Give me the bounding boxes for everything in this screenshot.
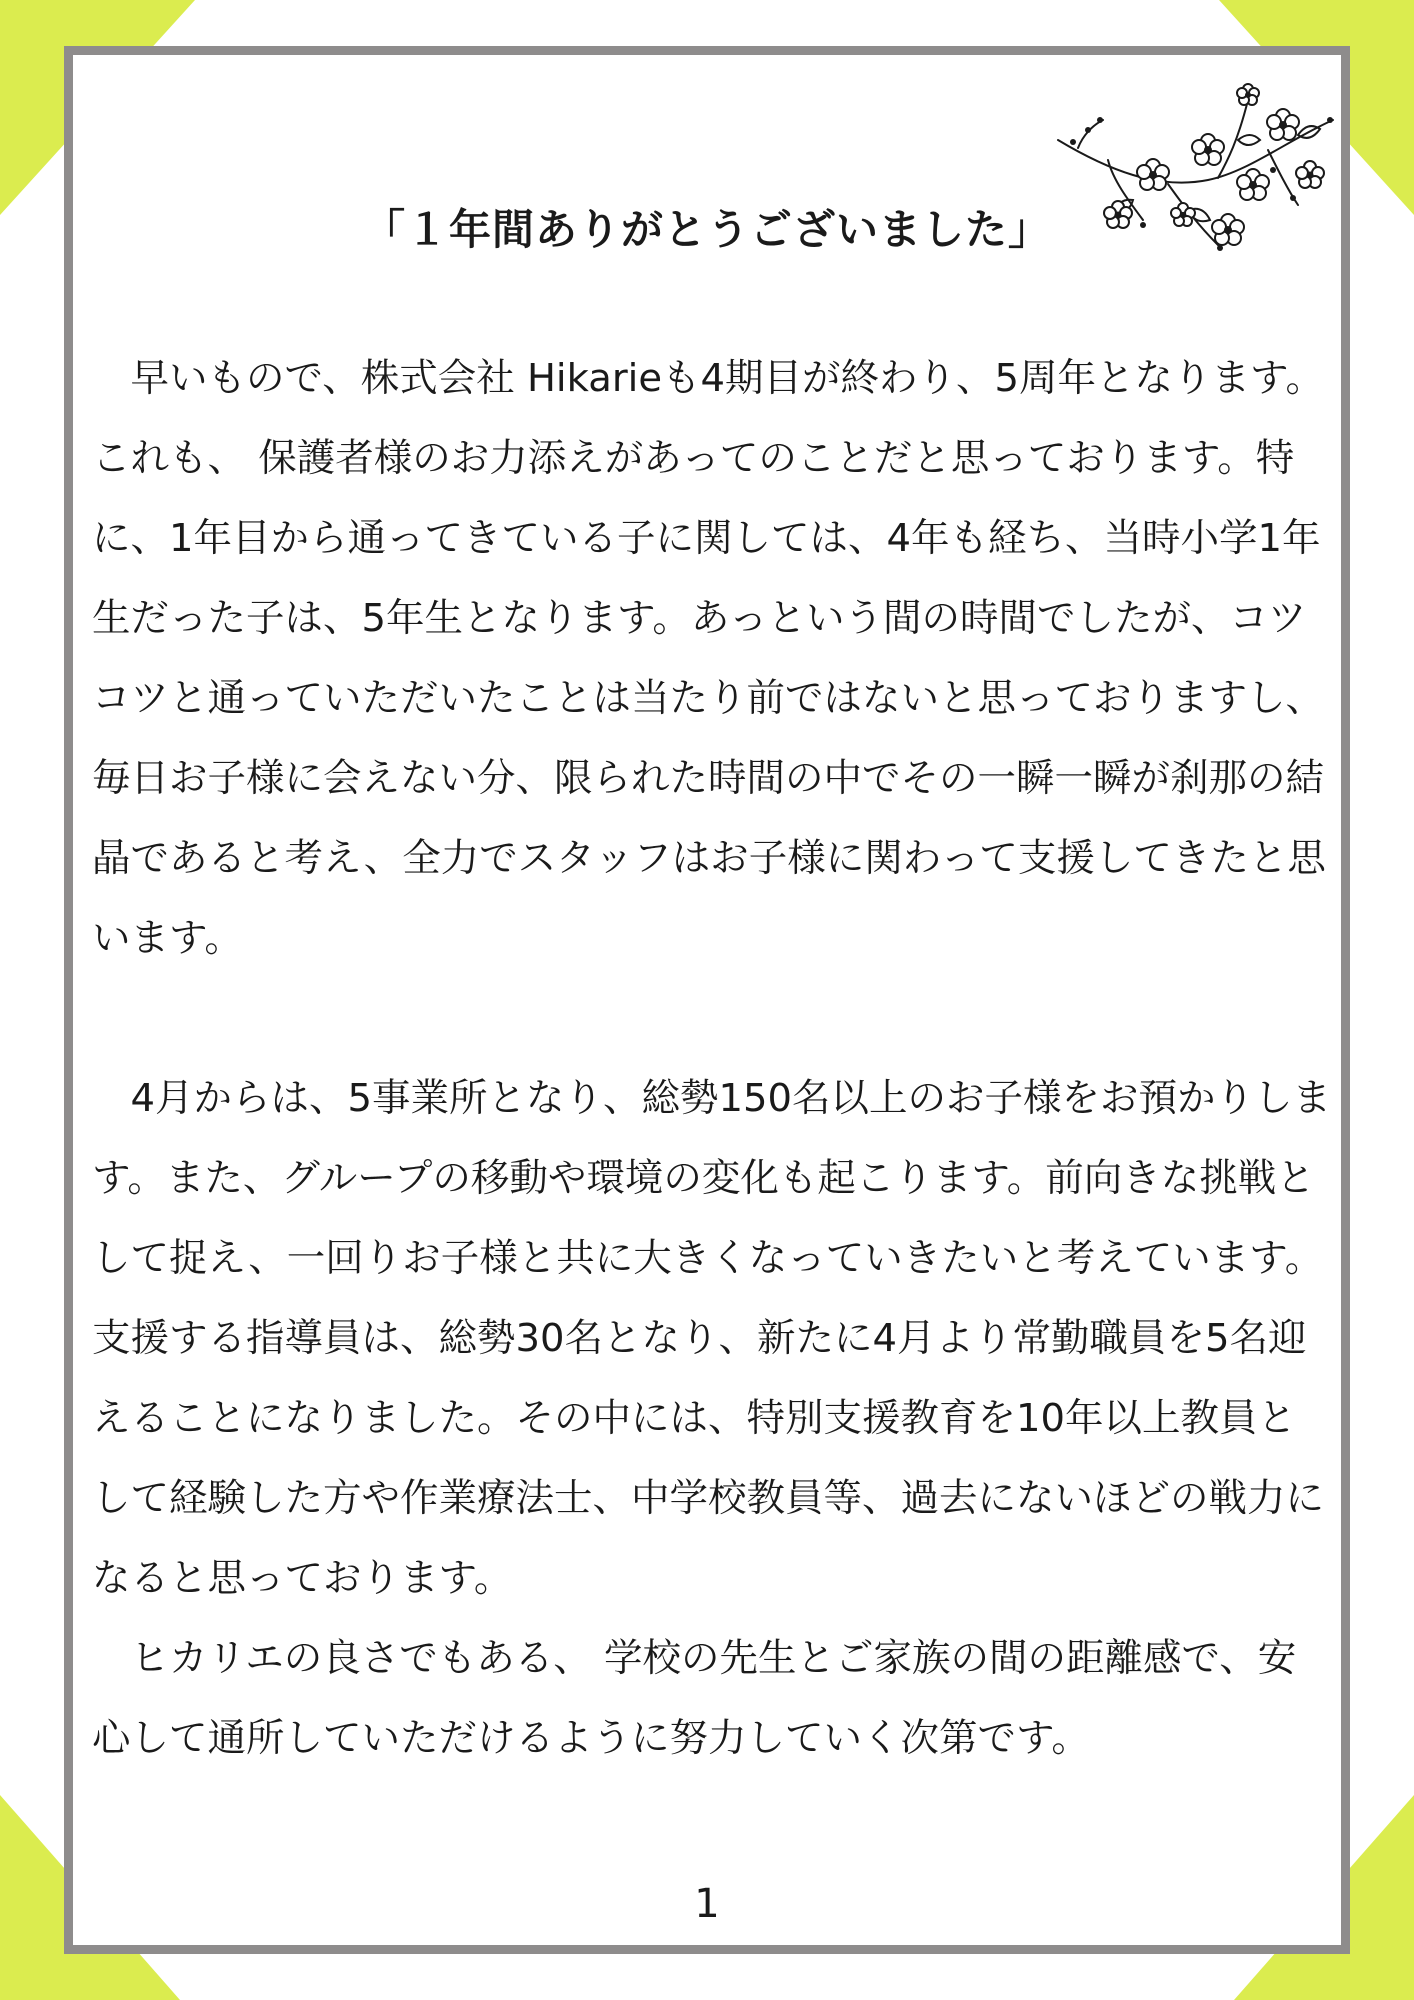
paragraph-spacer (92, 979, 1332, 1059)
paragraph-3: ヒカリエの良さでもある、 学校の先生とご家族の間の距離感で、安心して通所していただけるように努力していく次第です。 (92, 1636, 1297, 1761)
letter-body (92, 339, 1332, 1779)
page-number: 1 (694, 1881, 720, 1927)
paragraph-1: 早いもので、株式会社 Hikarieも4期目が終わり、5周年となります。これも、 保護者様のお力添えがあってのことだと思っております。特に、1年目から通ってきている子に関しては、4年も経ち、当時小学1年生だった子は、5年生となります。あっという間の時間でしたが、コツコツと通っていただいたことは当たり前ではないと思っておりますし、毎日お子様に会えない分、限られた時間の中でその一瞬一瞬が刹那の結晶であると考え、全力でスタッフはお子様に関わって支援してきたと思います。 (92, 356, 1326, 961)
page-title: 「１年間ありがとうございました」 (362, 205, 1051, 254)
paragraph-2: 4月からは、5事業所となり、総勢150名以上のお子様をお預かりします。また、グループの移動や環境の変化も起こります。前向きな挑戦として捉え、一回りお子様と共に大きくなっていきたいと考えています。支援する指導員は、総勢30名となり、新たに4月より常勤職員を5名迎えることになりました。その中には、特別支援教育を10年以上教員として経験した方や作業療法士、中学校教員等、過去にないほどの戦力になると思っております。 (92, 1076, 1331, 1601)
